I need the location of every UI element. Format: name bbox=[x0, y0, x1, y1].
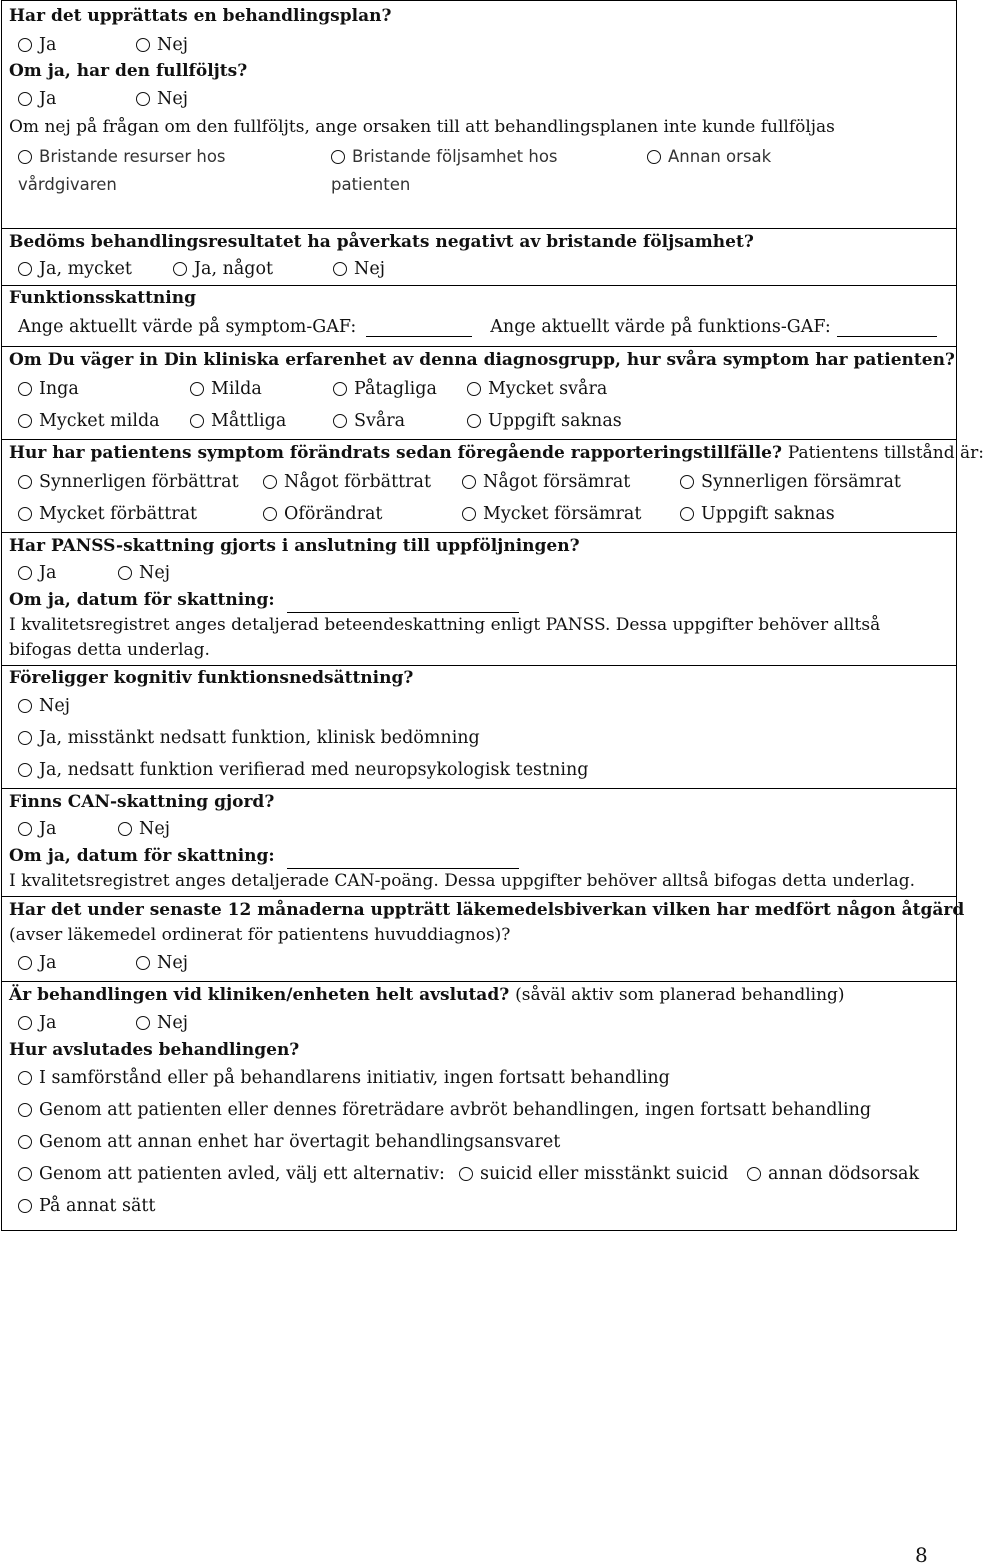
options-panss bbox=[9, 559, 956, 587]
radio-icon bbox=[263, 507, 277, 521]
option-other[interactable] bbox=[647, 144, 771, 172]
radio-icon bbox=[18, 150, 32, 164]
option-label: Mycket milda bbox=[39, 411, 160, 431]
can-note: I kvalitetsregistret anges detaljerade CAN-poäng. Dessa uppgifter behöver alltså bifogas detta underlag. bbox=[9, 871, 916, 891]
radio-icon bbox=[18, 1016, 32, 1030]
option-ja[interactable] bbox=[18, 563, 118, 583]
option-mycket-forbattrat[interactable] bbox=[18, 504, 263, 524]
symptom-gaf-label: Ange aktuellt värde på symptom-GAF: bbox=[18, 317, 357, 337]
option-nagot-forbattrat[interactable] bbox=[263, 472, 462, 492]
radio-icon bbox=[331, 150, 345, 164]
question-reason: Om nej på frågan om den fullföljts, ange orsaken till att behandlingsplanen inte kunde fullföljas bbox=[9, 117, 835, 137]
radio-icon bbox=[680, 507, 694, 521]
option-other-death[interactable] bbox=[747, 1164, 919, 1184]
option-label: Ja, något bbox=[194, 259, 274, 279]
section-symptom-change bbox=[1, 440, 984, 533]
radio-icon bbox=[747, 1167, 761, 1181]
question-fulfilled: Om ja, har den fullföljts? bbox=[9, 61, 248, 81]
panss-note: I kvalitetsregistret anges detaljerad beteendeskattning enligt PANSS. Dessa uppgifter behöver alltså bifogas detta underlag. bbox=[9, 615, 881, 660]
options-reason bbox=[9, 140, 956, 194]
radio-icon bbox=[647, 150, 661, 164]
panss-date-field[interactable] bbox=[287, 594, 519, 613]
can-date-label: Om ja, datum för skattning: bbox=[9, 846, 275, 866]
option-mycket-forsamrat[interactable] bbox=[462, 504, 680, 524]
option-label: Ja bbox=[39, 89, 57, 109]
question-ended bbox=[9, 982, 956, 1008]
radio-icon bbox=[136, 92, 150, 106]
radio-icon bbox=[462, 507, 476, 521]
option-label: Nej bbox=[157, 1013, 189, 1033]
option-label: suicid eller misstänkt suicid bbox=[480, 1164, 729, 1184]
option-nej[interactable] bbox=[9, 690, 956, 722]
option-nej[interactable] bbox=[118, 563, 170, 583]
option-label: I samförstånd eller på behandlarens initiativ, ingen fortsatt behandling bbox=[39, 1068, 670, 1088]
option-label: Nej bbox=[157, 35, 189, 55]
option-label: Milda bbox=[211, 379, 262, 399]
function-gaf-field[interactable] bbox=[837, 318, 937, 337]
option-label: Synnerligen försämrat bbox=[701, 472, 901, 492]
radio-icon bbox=[18, 38, 32, 52]
options-can bbox=[9, 815, 956, 843]
option-verified[interactable] bbox=[9, 754, 956, 786]
radio-icon bbox=[18, 262, 32, 276]
radio-icon bbox=[333, 414, 347, 428]
option-mycket-svara[interactable] bbox=[467, 379, 607, 399]
function-gaf-label: Ange aktuellt värde på funktions-GAF: bbox=[490, 317, 831, 337]
change-row-2 bbox=[9, 498, 956, 530]
radio-icon bbox=[18, 475, 32, 489]
question-adverse-line2-text: (avser läkemedel ordinerat för patientens huvuddiagnos)? bbox=[9, 925, 511, 945]
change-row-1 bbox=[9, 466, 956, 498]
question-how-ended: Hur avslutades behandlingen? bbox=[9, 1040, 300, 1060]
question-adverse-line1: Har det under senaste 12 månaderna uppträtt läkemedelsbiverkan vilken har medfört någon åtgärd bbox=[9, 900, 965, 920]
option-label: Ja bbox=[39, 819, 57, 839]
option-label: Mycket försämrat bbox=[483, 504, 642, 524]
radio-icon bbox=[680, 475, 694, 489]
option-other-unit[interactable] bbox=[9, 1126, 956, 1158]
radio-icon bbox=[173, 262, 187, 276]
option-nej[interactable] bbox=[136, 35, 188, 55]
option-label: Oförändrat bbox=[284, 504, 383, 524]
option-inga[interactable] bbox=[18, 379, 190, 399]
radio-icon bbox=[459, 1167, 473, 1181]
option-label-cont: patienten bbox=[331, 175, 411, 194]
radio-icon bbox=[18, 1167, 32, 1181]
question-adverse-line2 bbox=[9, 923, 956, 947]
radio-icon bbox=[118, 822, 132, 836]
radio-icon bbox=[18, 1135, 32, 1149]
option-label: Ja bbox=[39, 35, 57, 55]
option-svara[interactable] bbox=[333, 411, 467, 431]
radio-icon bbox=[18, 731, 32, 745]
option-suspected[interactable] bbox=[9, 722, 956, 754]
severity-row-1 bbox=[9, 373, 956, 405]
option-label: Ja bbox=[39, 563, 57, 583]
can-date-field[interactable] bbox=[287, 850, 519, 869]
option-patient-died[interactable] bbox=[18, 1164, 459, 1184]
radio-icon bbox=[136, 956, 150, 970]
radio-icon bbox=[190, 382, 204, 396]
option-nagot-forsamrat[interactable] bbox=[462, 472, 680, 492]
option-label: Ja bbox=[39, 953, 57, 973]
option-label: Genom att annan enhet har övertagit behandlingsansvaret bbox=[39, 1132, 561, 1152]
options-ended bbox=[9, 1008, 956, 1038]
option-label: Nej bbox=[139, 819, 171, 839]
radio-icon bbox=[467, 414, 481, 428]
option-label: Mycket svåra bbox=[488, 379, 608, 399]
option-synnerligen-forsamrat[interactable] bbox=[680, 472, 901, 492]
option-label: Synnerligen förbättrat bbox=[39, 472, 239, 492]
option-compliance[interactable] bbox=[331, 144, 558, 198]
radio-icon bbox=[467, 382, 481, 396]
option-label: Mycket förbättrat bbox=[39, 504, 198, 524]
option-label: Genom att patienten avled, välj ett alternativ: bbox=[39, 1164, 445, 1184]
options-adverse bbox=[9, 947, 956, 979]
option-label: Annan orsak bbox=[668, 147, 772, 166]
option-resources[interactable] bbox=[18, 144, 226, 198]
option-agreement[interactable] bbox=[9, 1062, 956, 1094]
option-nej[interactable] bbox=[136, 953, 188, 973]
option-ja-mycket[interactable] bbox=[18, 259, 173, 279]
radio-icon bbox=[18, 699, 32, 713]
option-ja[interactable] bbox=[18, 819, 118, 839]
symptom-gaf-field[interactable] bbox=[366, 318, 472, 337]
section-cognitive bbox=[1, 666, 957, 789]
option-label: Uppgift saknas bbox=[701, 504, 835, 524]
radio-icon bbox=[18, 1199, 32, 1213]
option-nej[interactable] bbox=[118, 819, 170, 839]
radio-icon bbox=[462, 475, 476, 489]
question-ended-text: Är behandlingen vid kliniken/enheten helt avslutad? bbox=[9, 985, 510, 1005]
option-patient-quit[interactable] bbox=[9, 1094, 956, 1126]
form bbox=[1, 0, 984, 1231]
option-mycket-milda[interactable] bbox=[18, 411, 190, 431]
severity-row-2 bbox=[9, 405, 956, 437]
radio-icon bbox=[263, 475, 277, 489]
options-treatment-plan bbox=[9, 31, 956, 59]
radio-icon bbox=[18, 763, 32, 777]
option-ja[interactable] bbox=[18, 89, 136, 109]
option-suicide[interactable] bbox=[459, 1164, 747, 1184]
section-treatment-plan bbox=[1, 0, 957, 229]
section-title-function: Funktionsskattning bbox=[9, 288, 196, 308]
option-label: Något försämrat bbox=[483, 472, 631, 492]
options-compliance bbox=[9, 255, 956, 283]
option-label: Ja bbox=[39, 1013, 57, 1033]
radio-icon bbox=[18, 566, 32, 580]
option-label: Ja, mycket bbox=[39, 259, 132, 279]
option-mattliga[interactable] bbox=[190, 411, 333, 431]
section-symptom-severity bbox=[1, 347, 957, 440]
option-nej[interactable] bbox=[136, 89, 188, 109]
option-label: annan dödsorsak bbox=[768, 1164, 920, 1184]
option-milda[interactable] bbox=[190, 379, 333, 399]
section-compliance bbox=[1, 229, 957, 286]
section-function-rating bbox=[1, 286, 957, 347]
option-label: Ja, nedsatt funktion verifierad med neuropsykologisk testning bbox=[39, 760, 589, 780]
option-label: Bristande resurser hos bbox=[39, 147, 226, 166]
option-label: Nej bbox=[157, 89, 189, 109]
radio-icon bbox=[333, 262, 347, 276]
gaf-row bbox=[9, 310, 956, 344]
question-ended-tail: (såväl aktiv som planerad behandling) bbox=[515, 985, 845, 1005]
question-change bbox=[9, 440, 984, 466]
radio-icon bbox=[18, 92, 32, 106]
panss-date-row bbox=[9, 587, 956, 613]
question-can: Finns CAN-skattning gjord? bbox=[9, 792, 275, 812]
radio-icon bbox=[118, 566, 132, 580]
option-label: Bristande följsamhet hos bbox=[352, 147, 558, 166]
option-uppgift-saknas[interactable] bbox=[467, 411, 622, 431]
page-number: 8 bbox=[915, 1543, 928, 1567]
option-label: Uppgift saknas bbox=[488, 411, 622, 431]
radio-icon bbox=[18, 414, 32, 428]
death-row bbox=[9, 1158, 956, 1190]
section-treatment-end bbox=[1, 982, 957, 1231]
option-label: Nej bbox=[354, 259, 386, 279]
option-nej[interactable] bbox=[333, 259, 385, 279]
option-ja[interactable] bbox=[18, 953, 136, 973]
radio-icon bbox=[18, 1103, 32, 1117]
radio-icon bbox=[136, 38, 150, 52]
section-can bbox=[1, 789, 957, 897]
question-compliance: Bedöms behandlingsresultatet ha påverkats negativt av bristande följsamhet? bbox=[9, 232, 754, 252]
option-ja-nagot[interactable] bbox=[173, 259, 333, 279]
option-label: Ja, misstänkt nedsatt funktion, klinisk bedömning bbox=[39, 728, 480, 748]
option-label: Nej bbox=[139, 563, 171, 583]
option-synnerligen-forbattrat[interactable] bbox=[18, 472, 263, 492]
question-change-text: Hur har patientens symptom förändrats sedan föregående rapporteringstillfälle? bbox=[9, 443, 782, 463]
option-patagliga[interactable] bbox=[333, 379, 467, 399]
option-label: Påtagliga bbox=[354, 379, 437, 399]
radio-icon bbox=[18, 956, 32, 970]
option-label: Inga bbox=[39, 379, 79, 399]
option-uppgift-saknas[interactable] bbox=[680, 504, 835, 524]
option-ja[interactable] bbox=[18, 1013, 136, 1033]
radio-icon bbox=[190, 414, 204, 428]
option-other-way[interactable] bbox=[9, 1190, 956, 1222]
option-label: Måttliga bbox=[211, 411, 287, 431]
radio-icon bbox=[18, 382, 32, 396]
question-cognitive: Föreligger kognitiv funktionsnedsättning? bbox=[9, 668, 414, 688]
panss-date-label: Om ja, datum för skattning: bbox=[9, 590, 275, 610]
radio-icon bbox=[333, 382, 347, 396]
section-adverse-effects bbox=[1, 897, 965, 982]
radio-icon bbox=[18, 822, 32, 836]
option-label: Svåra bbox=[354, 411, 406, 431]
option-ja[interactable] bbox=[18, 35, 136, 55]
option-oforandrat[interactable] bbox=[263, 504, 462, 524]
option-label: Nej bbox=[39, 696, 71, 716]
question-panss: Har PANSS-skattning gjorts i anslutning till uppföljningen? bbox=[9, 536, 580, 556]
radio-icon bbox=[136, 1016, 150, 1030]
option-label: På annat sätt bbox=[39, 1196, 156, 1216]
can-date-row bbox=[9, 843, 956, 869]
question-treatment-plan: Har det upprättats en behandlingsplan? bbox=[9, 6, 392, 26]
option-label-cont: vårdgivaren bbox=[18, 175, 117, 194]
question-change-tail: Patientens tillstånd är: bbox=[787, 443, 984, 463]
option-label: Nej bbox=[157, 953, 189, 973]
options-fulfilled bbox=[9, 84, 956, 114]
option-nej[interactable] bbox=[136, 1013, 188, 1033]
question-severity: Om Du väger in Din kliniska erfarenhet av denna diagnosgrupp, hur svåra symptom har patienten? bbox=[9, 350, 955, 370]
section-panss bbox=[1, 533, 957, 666]
radio-icon bbox=[18, 507, 32, 521]
radio-icon bbox=[18, 1071, 32, 1085]
option-label: Genom att patienten eller dennes företrädare avbröt behandlingen, ingen fortsatt behandling bbox=[39, 1100, 872, 1120]
option-label: Något förbättrat bbox=[284, 472, 431, 492]
